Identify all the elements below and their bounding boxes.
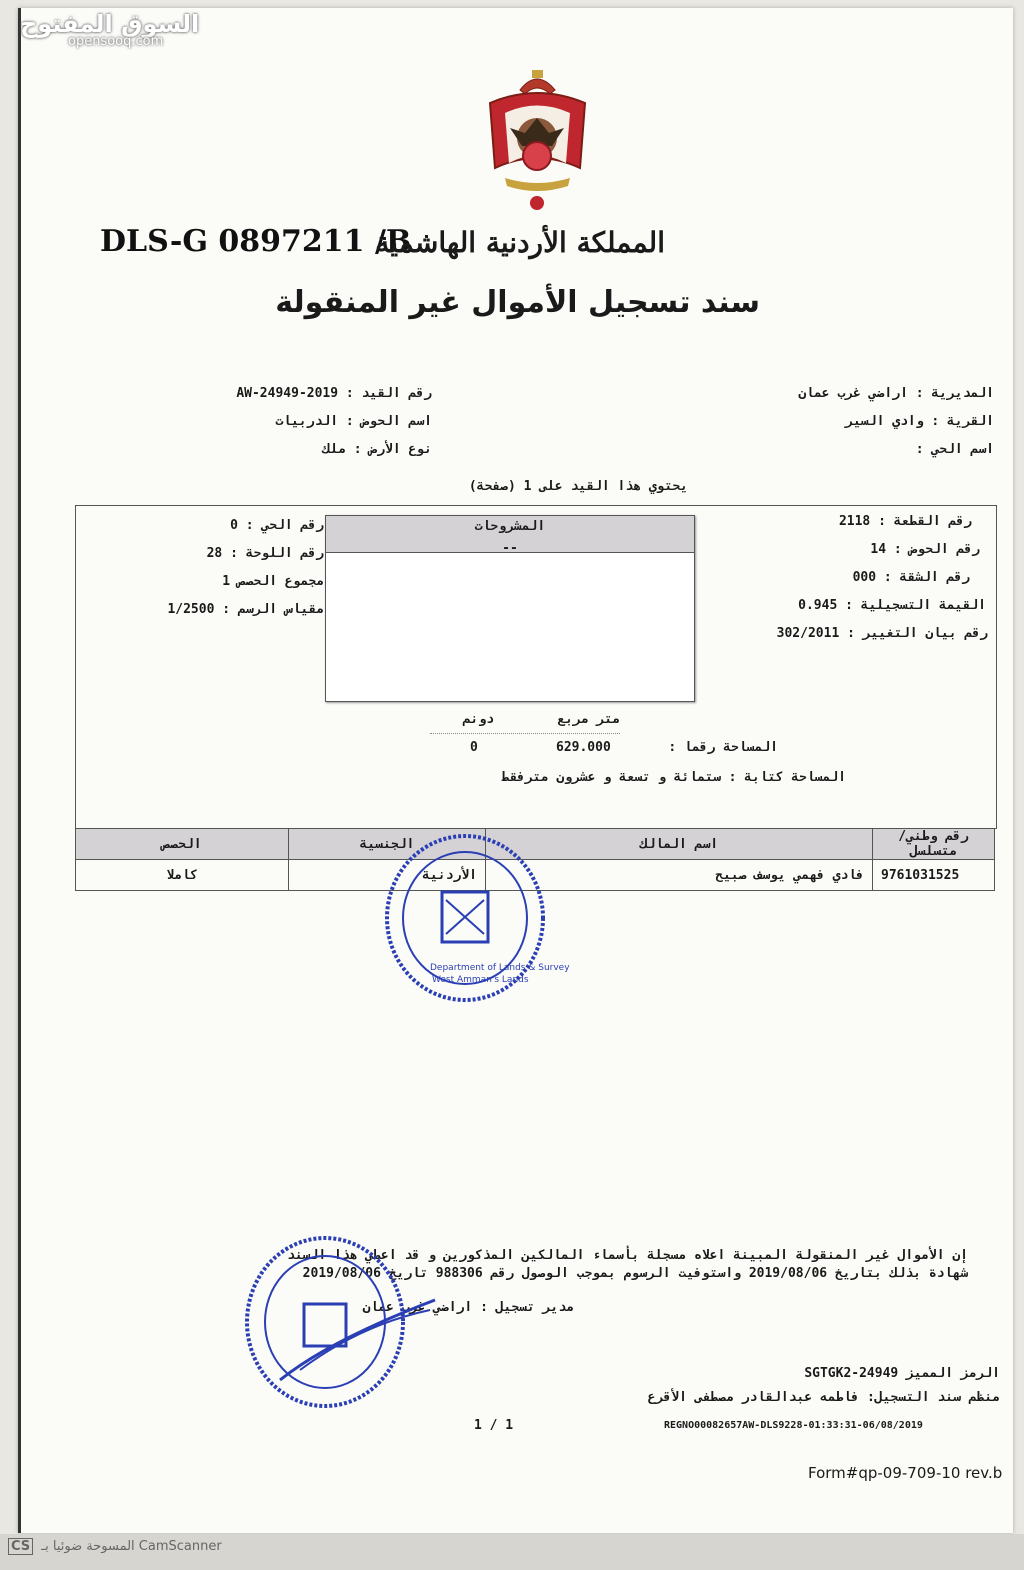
apartment-number: رقم الشقة : 000 — [852, 570, 970, 585]
document-serial-number: DLS-G 0897211 /B — [100, 224, 412, 259]
notes-panel — [325, 515, 695, 702]
area-dunum-value: 0 — [470, 740, 478, 755]
entry-number: رقم القيد : 2019-AW-24949 — [236, 386, 432, 401]
notes-value: -- — [502, 541, 518, 556]
signature-stamp-icon — [240, 1230, 440, 1410]
basin-name: اسم الحوض : الدربيات — [275, 414, 432, 429]
notes-header: المشروحات — [326, 516, 694, 553]
royal-emblem-icon — [480, 68, 595, 216]
village: القرية : وادي السير — [845, 414, 994, 429]
header-shares: الحصص — [76, 829, 289, 860]
shares-total: مجموع الحصص 1 — [222, 574, 324, 589]
watermark — [20, 10, 199, 49]
camscanner-text: المسوحة ضوئيا بـ CamScanner — [41, 1539, 222, 1554]
registration-manager: مدير تسجيل : اراضي غرب عمان — [362, 1300, 574, 1315]
owner-name: فادي فهمي يوسف صبيح — [486, 860, 873, 891]
neighborhood-number: رقم الحي : 0 — [230, 518, 324, 533]
camscanner-badge: CS — [8, 1538, 33, 1555]
header-national-id: رقم وطني/متسلسل — [873, 829, 995, 860]
drawing-scale: مقياس الرسم : 1/2500 — [167, 602, 324, 617]
land-type: نوع الأرض : ملك — [322, 442, 432, 457]
kingdom-name: المملكة الأردنية الهاشمية — [375, 226, 665, 259]
certification-line-2: شهادة بذلك بتاريخ 2019/08/06 واستوفيت الرسوم بموجب الوصول رقم 988306 تاريخ 2019/08/06 — [302, 1266, 968, 1281]
area-unit-sqm: متر مربع — [557, 712, 620, 727]
watermark-en: opensooq.com — [68, 34, 164, 49]
area-written: المساحة كتابة : ستمائة و تسعة و عشرون مترفقط — [501, 770, 846, 785]
owner-national-id: 9761031525 — [873, 860, 995, 891]
page-indicator: 1 / 1 — [474, 1418, 514, 1433]
directorate: المديرية : اراضي غرب عمان — [798, 386, 994, 401]
organizer: منظم سند التسجيل: فاطمه عبدالقادر مصطفى الأقرع — [647, 1390, 1000, 1405]
plot-number: رقم القطعة : 2118 — [838, 514, 972, 529]
certification-line-1: إن الأموال غير المنقولة المبينة اعلاه مسجلة بأسماء المالكين المذكورين و قد اعطي هذا السند — [287, 1248, 968, 1263]
registration-number: REGNO00082657AW-DLS9228-01:33:31-06/08/2019 — [664, 1420, 923, 1431]
board-number: رقم اللوحة : 28 — [206, 546, 324, 561]
neighborhood-name: اسم الحي : — [915, 442, 994, 457]
owner-shares: كاملا — [76, 860, 289, 891]
department-stamp-icon — [380, 830, 570, 1005]
owner-nationality: الأردنية — [289, 860, 486, 891]
document-title: سند تسجيل الأموال غير المنقولة — [275, 285, 760, 320]
header-owner-name: اسم المالك — [486, 829, 873, 860]
stamp-text-1: Department of Lands & Survey — [430, 963, 570, 973]
area-unit-dunum: دونم — [462, 712, 494, 727]
form-code: Form#qp-09-709-10 rev.b — [808, 1464, 1003, 1482]
units-divider — [430, 733, 620, 734]
camscanner-label — [8, 1538, 222, 1555]
pages-count: يحتوي هذا القيد على 1 (صفحة) — [468, 479, 688, 494]
watermark-ar: السوق المفتوح — [20, 10, 200, 38]
area-numeric-label: المساحة رقما : — [668, 740, 778, 755]
registered-value: القيمة التسجيلية : 0.945 — [798, 598, 986, 613]
distinctive-code: الرمز المميز 24949-SGTGK2 — [804, 1366, 1000, 1381]
area-sqm-value: 629.000 — [556, 740, 611, 755]
change-statement-number: رقم بيان التغيير : 302/2011 — [776, 626, 988, 641]
basin-number: رقم الحوض : 14 — [870, 542, 980, 557]
stamp-text-2: West Amman's Lands — [432, 975, 529, 985]
header-nationality: الجنسية — [289, 829, 486, 860]
